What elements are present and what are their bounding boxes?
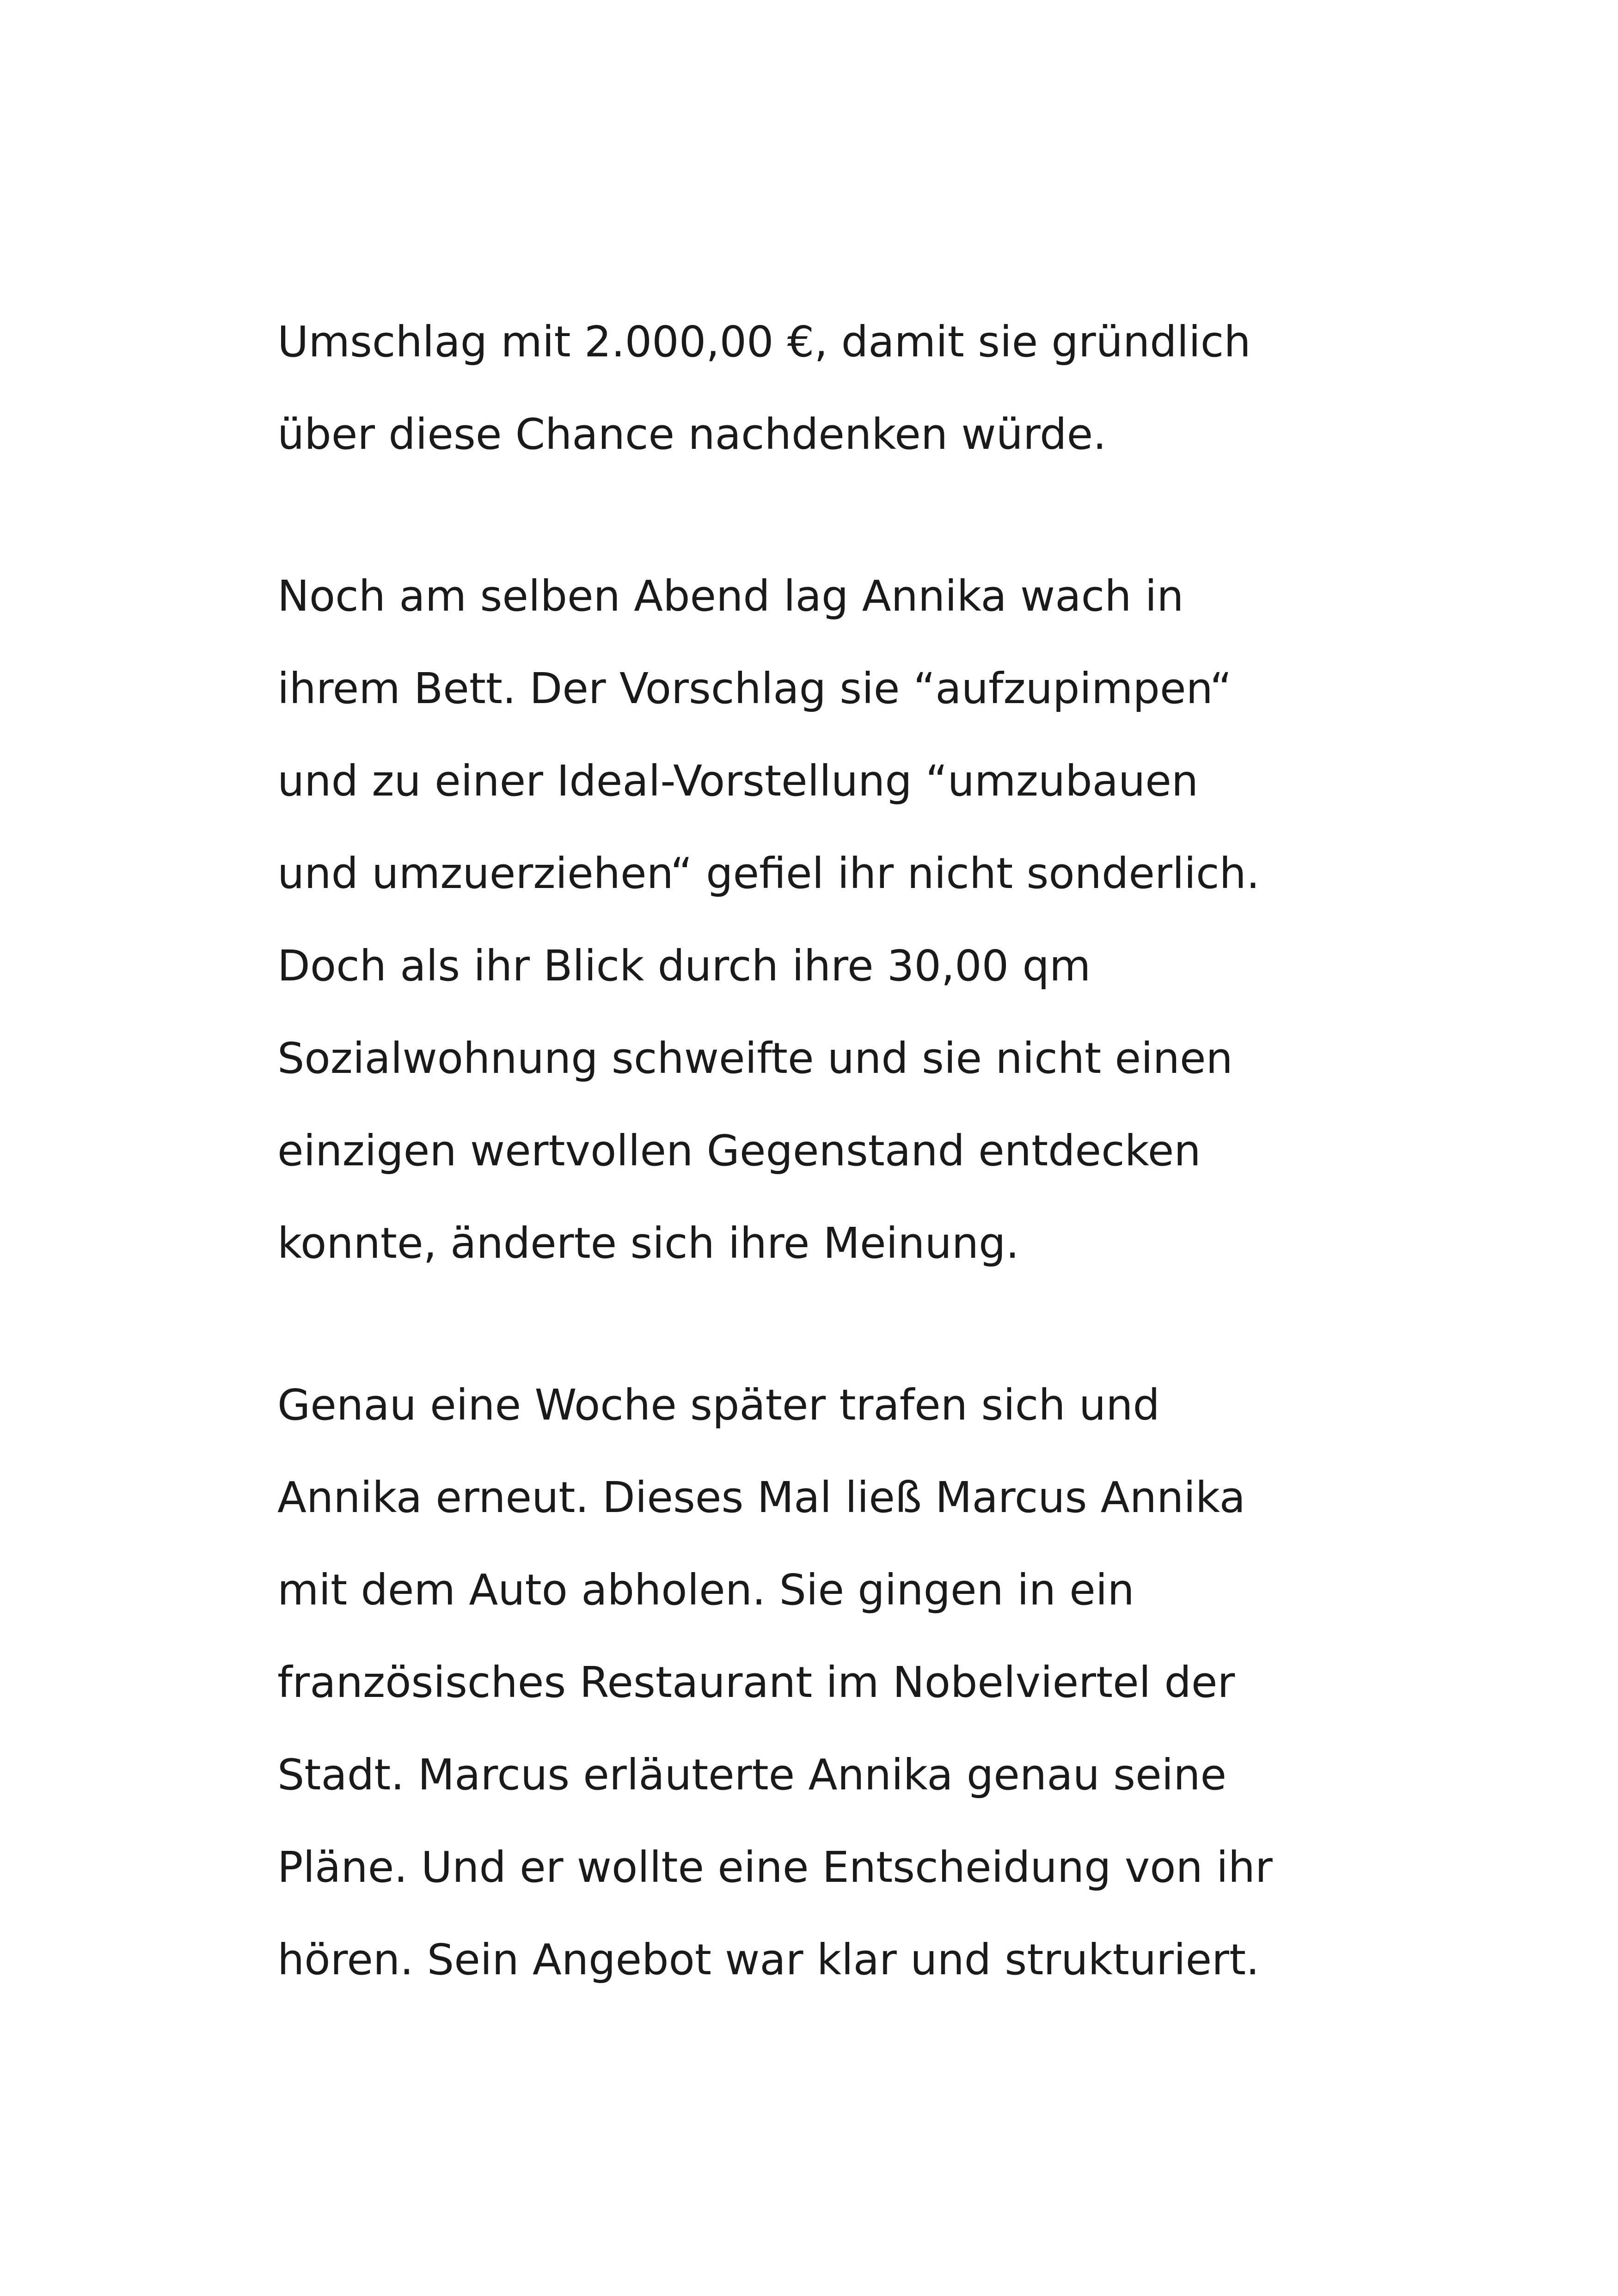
text-line: ihrem Bett. Der Vorschlag sie “aufzupimpen“ — [277, 664, 1232, 713]
text-line: konnte, änderte sich ihre Meinung. — [277, 1218, 1019, 1268]
text-line: Stadt. Marcus erläuterte Annika genau seine — [277, 1750, 1227, 1800]
paragraph-2 — [277, 550, 1526, 1290]
paragraph-3 — [277, 1359, 1526, 2006]
text-line: Pläne. Und er wollte eine Entscheidung von ihr — [277, 1843, 1273, 1892]
text-line: über diese Chance nachdenken würde. — [277, 410, 1107, 459]
body-text — [277, 296, 1526, 2076]
text-line: und zu einer Ideal-Vorstellung “umzubauen — [277, 756, 1199, 806]
text-line: französisches Restaurant im Nobelviertel der — [277, 1658, 1235, 1707]
paragraph-1 — [277, 296, 1526, 481]
text-line: einzigen wertvollen Gegenstand entdecken — [277, 1126, 1201, 1176]
text-line: Genau eine Woche später trafen sich und — [277, 1380, 1160, 1430]
text-line: Noch am selben Abend lag Annika wach in — [277, 571, 1184, 621]
text-line: und umzuerziehen“ gefiel ihr nicht sonderlich. — [277, 849, 1260, 898]
text-line: Doch als ihr Blick durch ihre 30,00 qm — [277, 941, 1091, 991]
text-line: Annika erneut. Dieses Mal ließ Marcus Annika — [277, 1473, 1245, 1522]
text-line: mit dem Auto abholen. Sie gingen in ein — [277, 1565, 1134, 1615]
text-line: hören. Sein Angebot war klar und strukturiert. — [277, 1935, 1260, 1984]
text-line: Sozialwohnung schweifte und sie nicht einen — [277, 1034, 1233, 1083]
text-line: Umschlag mit 2.000,00 €, damit sie gründlich — [277, 317, 1251, 367]
